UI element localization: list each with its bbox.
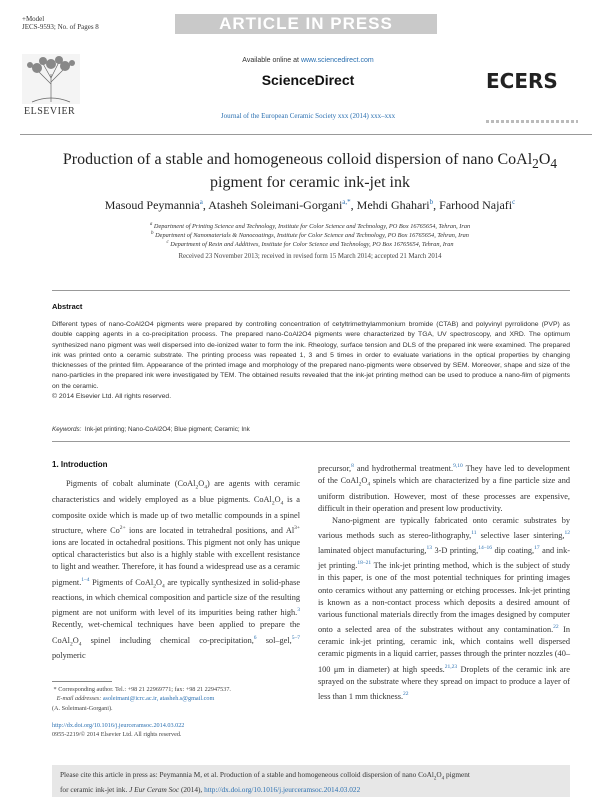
ecers-logo-text: ECERS: [486, 70, 558, 92]
sciencedirect-link[interactable]: www.sciencedirect.com: [300, 57, 374, 64]
author-list: Masoud Peymannia$^a$, Atasheh Soleimani-Gorgani$^{a,*}$, Mehdi Ghahari$^b$, Farhood Najafi$^c$: [104, 198, 516, 212]
abstract-body: [52, 320, 570, 402]
corresponding-author-note: * Corresponding author. Tel.: +98 21 22969771; fax: +98 21 22947537.: [52, 686, 231, 693]
available-online: [200, 57, 416, 64]
paragraph: Pigments of cobalt aluminate $(CoAl_2O_4)$ are agents with ceramic characteristics and widely employed as a blue pigments. $CoAl_2O_4$ is a composite oxide which is made up of two metallic compounds in a spinel structure, where $Co^{2+}$ ions are located in tetrahedral positions, and $Al^{3+}$ ions are located in octahedral positions. This pigment not only has unique optical characteristics but also is a highly stable with excellent resistance to light and weather. Therefore, it has found a widespread use as a ceramic pigment.$^{1-4}$ Pigments of $CoAl_2O_4$ are typically synthesized in solid-phase reactions, in which chemical composition and particle size of the resulting pigment are not uniform with level of its impurities being rather high.$^3$ Recently, wet-chemical techniques have been applied to prepare the $CoAl_2O_4$ spinel including chemical co-precipitation,$^6$ sol–gel,$^{5-7}$ polymeric: [52, 479, 301, 661]
abstract-top-rule: [52, 290, 570, 291]
paragraph: precursor,$^8$ and hydrothermal treatment.$^{9,10}$ They have led to development of the $CoAl_2O_4$ spinels which are characterized by a fine particle size and uniform distribution. However, most of these processes are expensive, difficult in their operation and present low productivity.: [318, 463, 570, 514]
citation-line-1: Please cite this article in press as: Peymannia M, et al. Production of a stable and homogeneous colloid dispersion of nano $CoAl_2O_4$ pigment: [60, 770, 470, 782]
copyright: © 2014 Elsevier Ltd. All rights reserved.: [52, 393, 172, 401]
email-owner: (A. Soleimani-Gorgani).: [52, 704, 113, 712]
article-in-press-banner: ARTICLE IN PRESS: [175, 14, 437, 34]
author-name[interactable]: Farhood Najafi: [439, 198, 513, 212]
ecers-logo: [486, 70, 578, 92]
footnotes: [52, 685, 312, 739]
issn-line: 0955-2219/© 2014 Elsevier Ltd. All rights reserved.: [52, 731, 182, 739]
citation-line-2: for ceramic ink-jet ink. J Eur Ceram Soc (2014), http://dx.doi.org/10.1016/j.jeurceramsoc.2014.03.022: [60, 785, 361, 795]
ecers-logo-rule: [486, 120, 578, 123]
manuscript-code: [22, 15, 99, 31]
available-prefix: Available online at: [242, 57, 301, 64]
abstract-text: Different types of nano-CoAl2O4 pigments were prepared by controlling concentration of cetyltrimethylammonium bromide (CTAB) and polyvinyl pyrrolidone (PVP) as double capping agents in a co-precipitation process. The prepared nano-CoAl2O4 pigments were characterized by TGA, UV spectroscopy, and XRD. The optimum synthesized nano pigment was well dispersed into de-ionized water to form the ink. Rheology, surface tension and DLS of the prepared ink were examined. The prepared ink was printed onto a ceramic substrate. The printing process was repeated 1, 3 and 5 times in order to evaluate variations in the optical properties by changing thicknesses of the printed film. Appearance of the printed image and morphology of the prepared nano-pigments were observed by SEM. Moreover, shape and size of the nano-particles in the prepared ink were investigated by TEM. The obtained results revealed that the ink-jet printing method can be used to produce a nano-film of pigments on the ceramic.: [52, 321, 570, 390]
intro-column-left: [52, 478, 300, 662]
elsevier-wordmark: ELSEVIER: [24, 106, 76, 117]
email-link[interactable]: asoleimani@icrc.ac.ir, atasheh.s@gmail.com: [102, 695, 215, 703]
section-heading-introduction: 1. Introduction: [52, 460, 108, 469]
keywords: Keywords: Ink-jet printing; Nano-CoAl2O4; Blue pigment; Ceramic; Ink: [52, 426, 250, 433]
paragraph: Nano-pigment are typically fabricated onto ceramic substrates by various methods such as stereo-lithography,$^{11}$ selective laser sintering,$^{12}$ laminated object manufacturing,$^{13}$ 3-D printing,$^{14-16}$ dip coating,$^{17}$ and ink-jet printing.$^{18-21}$ The ink-jet printing method, which is the subject of study in this paper, is one of the most potential techniques for printing images onto ceramics without any patterning or etching processes. Ink-jet printing is known as a non-contact process which deposits a desired amount of various functional materials directly from the images designed by computer onto a selected area of the substrates without any contamination.$^{22}$ In ceramic ink-jet printing, ceramic ink, which contains well dispersed ceramic pigments in a liquid carrier, passes through the printer nozzles (40–100 μm in diameter) at high speeds.$^{21,23}$ Droplets of the ceramic ink are sprayed on the substrate where they spread on impact to produce a layer of less than 1 mm thickness.$^{22}$: [318, 516, 570, 701]
citation-doi-link[interactable]: http://dx.doi.org/10.1016/j.jeurceramsoc.2014.03.022: [204, 785, 361, 795]
abstract-bottom-rule: [52, 441, 570, 442]
abstract-heading: Abstract: [52, 302, 83, 311]
journal-citation-line[interactable]: Journal of the European Ceramic Society xxx (2014) xxx–xxx: [220, 112, 396, 120]
affiliation: $^c$ Department of Resin and Additives, Institute for Color Science and Technology, PO Box 16765654, Tehran, Iran: [166, 240, 454, 249]
elsevier-tree-logo: [22, 54, 80, 114]
intro-column-right: [318, 460, 570, 703]
author-name[interactable]: Masoud Peymannia: [104, 198, 200, 212]
author-name[interactable]: Mehdi Ghahari: [356, 198, 430, 212]
author-name[interactable]: Atasheh Soleimani-Gorgani: [208, 198, 343, 212]
sciencedirect-logo: ScienceDirect: [261, 72, 355, 88]
model-label: +Model: [22, 15, 45, 23]
article-title: Production of a stable and homogeneous colloid dispersion of nano $CoAl_2O_4$ pigment for ceramic ink-jet ink: [62, 151, 558, 192]
doi-link[interactable]: http://dx.doi.org/10.1016/j.jeurceramsoc.2014.03.022: [52, 721, 185, 729]
header-divider: [20, 134, 592, 135]
citation-box: [52, 765, 570, 797]
received-dates: Received 23 November 2013; received in revised form 15 March 2014; accepted 21 March 2014: [178, 253, 442, 260]
footnote-rule: [52, 681, 112, 682]
email-note: E-mail addresses: asoleimani@icrc.ac.ir, atasheh.s@gmail.com: [56, 695, 215, 703]
affiliation: $^b$ Department of Nanomaterials & Nanocoatings, Institute for Color Science and Technology, PO Box 16765654, Tehran, Iran: [151, 231, 469, 240]
affiliation: $^a$ Department of Printing Science and Technology, Institute for Color Science and Technology, PO Box 16765654, Tehran, Iran: [149, 222, 471, 231]
code-line: JECS-9593; No. of Pages 8: [22, 23, 99, 31]
